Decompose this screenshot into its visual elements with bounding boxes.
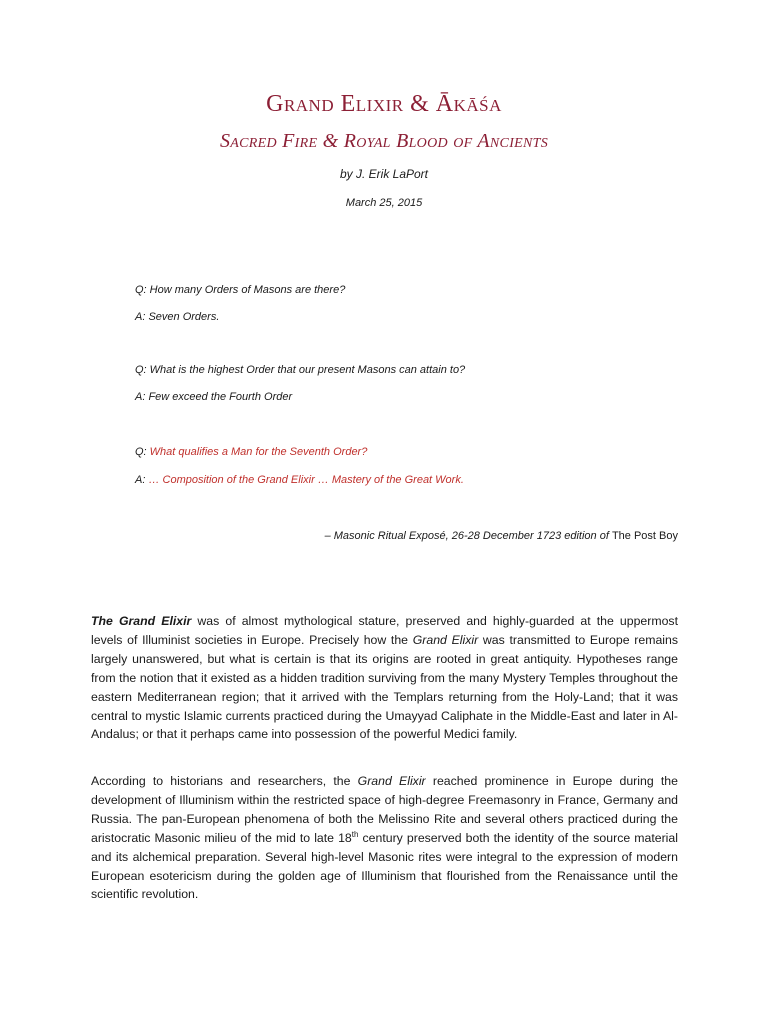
answer-text: Few exceed the Fourth Order — [148, 391, 293, 403]
paragraph-text: According to historians and researchers, the — [91, 774, 358, 788]
question-prefix: Q: — [135, 446, 150, 458]
source-attribution — [0, 530, 678, 542]
question-text-highlighted: What qualifies a Man for the Seventh Order? — [149, 446, 368, 458]
body-paragraph-2 — [91, 772, 678, 904]
answer-text: Seven Orders. — [148, 311, 220, 323]
paragraph-text: century preserved both the identity of the source material and its alchemical preparation. Several high-level Masonic rites were integral to the expression of modern European esotericism during the golden age of Illuminism that flourished from the Renaissance until the scientific revolution. — [91, 830, 678, 902]
source-publication: The Post Boy — [611, 530, 678, 542]
paragraph-text: was of almost mythological stature, preserved and highly-guarded at the uppermost levels of Illuminist societies in Europe. Precisely how the — [91, 614, 678, 647]
body-paragraph-1 — [91, 612, 678, 744]
answer-prefix: A: — [135, 391, 149, 403]
catechism-answer-2 — [135, 391, 675, 403]
page-title: Grand Elixir & Ākāśa — [266, 91, 502, 117]
paragraph-emphasis: Grand Elixir — [357, 774, 426, 788]
question-text: What is the highest Order that our present Masons can attain to? — [149, 364, 466, 376]
answer-prefix: A: — [135, 311, 149, 323]
source-text: – Masonic Ritual Exposé, 26-28 December 1723 edition of — [324, 530, 612, 542]
superscript-ordinal: th — [351, 829, 359, 839]
page-subtitle: Sacred Fire & Royal Blood of Ancients — [219, 130, 549, 152]
catechism-answer-3 — [135, 474, 675, 486]
question-text: How many Orders of Masons are there? — [149, 284, 346, 296]
paragraph-text: was transmitted to Europe remains largely unanswered, but what is certain is that its origins are rooted in great antiquity. Hypotheses range from the notion that it existed as a hidden tradition surviving from the many Mystery Temples throughout the eastern Mediterranean region; that it arrived with the Templars returning from the Holy-Land; that it was central to mystic Islamic currents practiced during the Umayyad Caliphate in the Middle-East and later in Al-Andalus; or that it perhaps came into possession of the powerful Medici family. — [91, 632, 678, 742]
author-byline: by J. Erik LaPort — [339, 167, 429, 181]
answer-text-highlighted: … Composition of the Grand Elixir … Mastery of the Great Work. — [148, 474, 464, 486]
catechism-question-1 — [135, 284, 675, 296]
paragraph-text: reached prominence in Europe during the development of Illuminism within the restricted space of high-degree Freemasonry in France, Germany and Russia. The pan-European phenomena of both the Melissino Rite and several others practiced during the aristocratic Masonic milieu of the mid to late 18 — [91, 774, 678, 845]
question-prefix: Q: — [135, 284, 150, 296]
publication-date: March 25, 2015 — [345, 197, 423, 209]
question-prefix: Q: — [135, 364, 150, 376]
answer-prefix: A: — [135, 474, 149, 486]
paragraph-lead: The Grand Elixir — [91, 614, 192, 628]
catechism-question-2 — [135, 364, 675, 376]
paragraph-emphasis: Grand Elixir — [412, 632, 479, 647]
catechism-answer-1 — [135, 311, 675, 323]
catechism-question-3 — [135, 446, 675, 458]
